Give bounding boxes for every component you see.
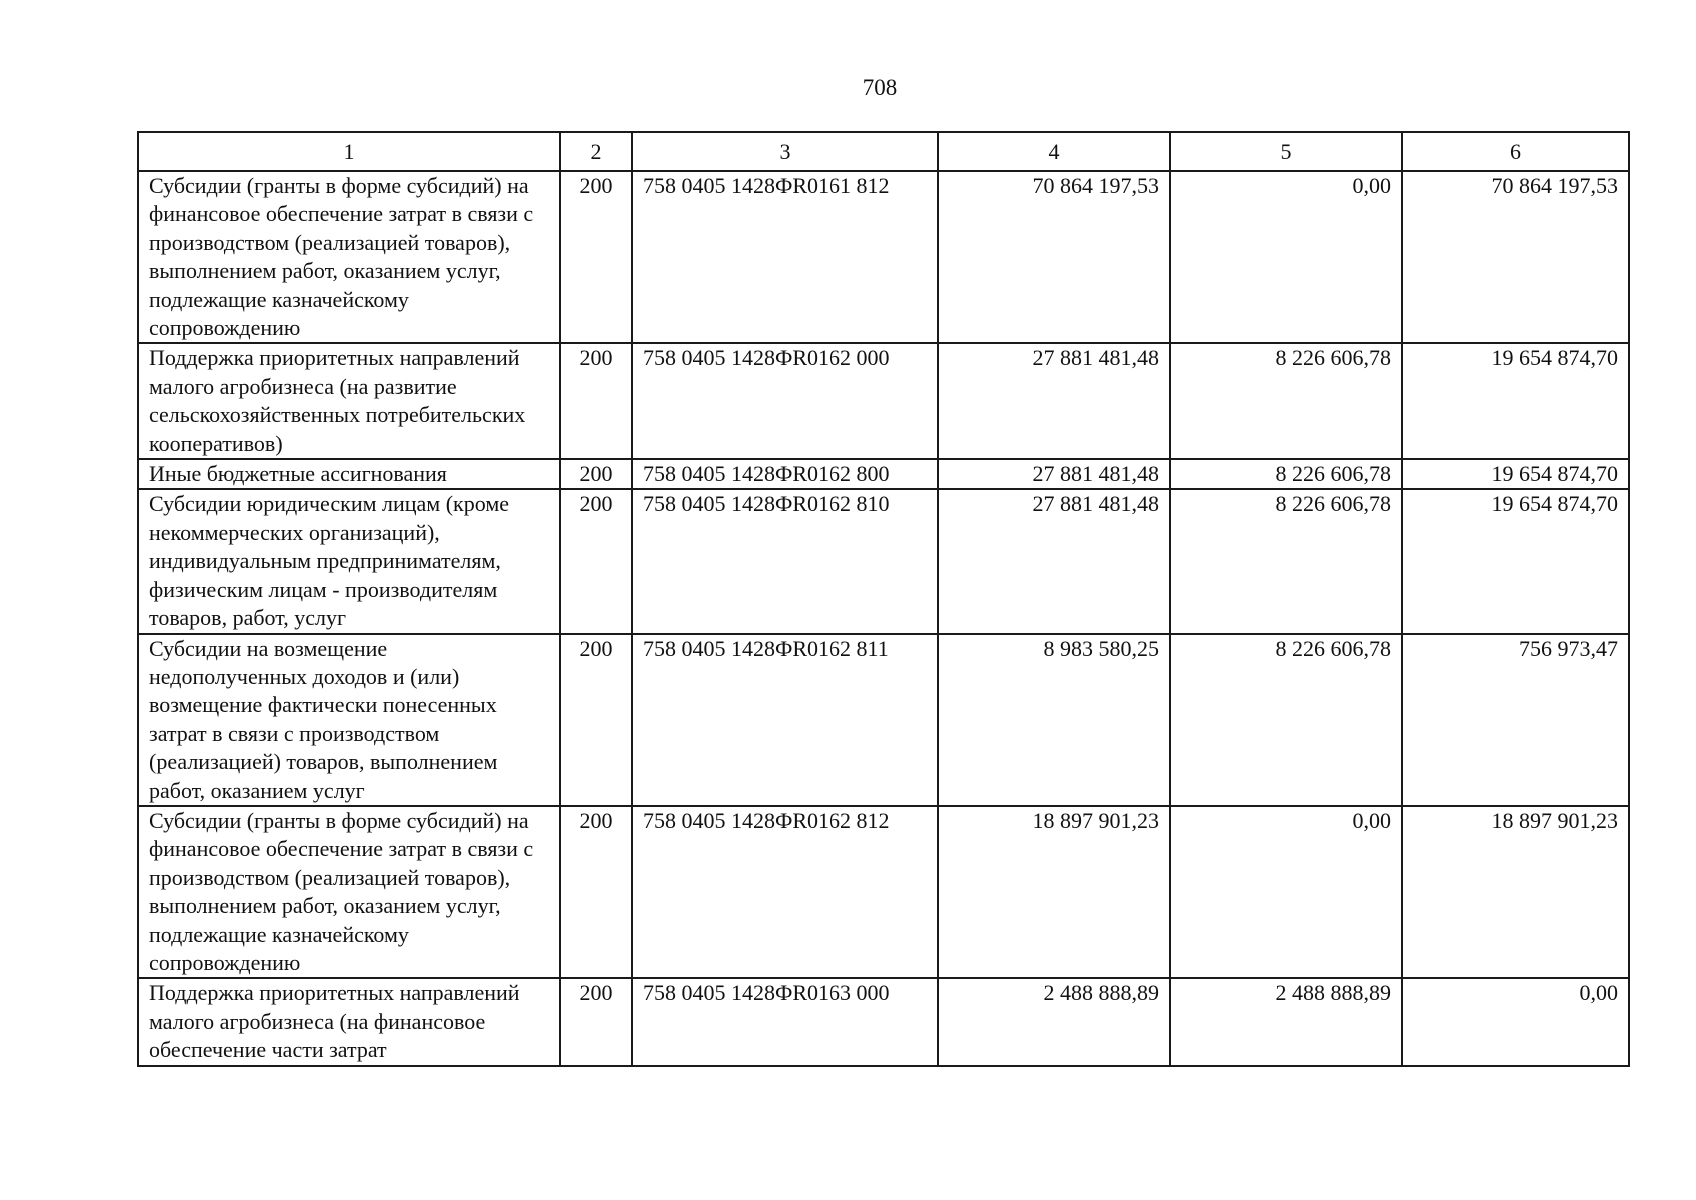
table-row (138, 634, 1629, 806)
row-name: Субсидии на возмещение недополученных доходов и (или) возмещение фактически понесенных затрат в связи с производством (реализацией) товаров, выполнением работ, оказанием услуг (138, 634, 560, 806)
row-amount-col5: 0,00 (1170, 171, 1402, 343)
column-header-2: 2 (560, 132, 632, 171)
row-budget-code: 758 0405 1428ФR0162 811 (632, 634, 938, 806)
row-code-200: 200 (560, 343, 632, 459)
row-name: Поддержка приоритетных направлений малого агробизнеса (на развитие сельскохозяйственных потребительских кооперативов) (138, 343, 560, 459)
row-amount-col4: 8 983 580,25 (938, 634, 1170, 806)
row-budget-code: 758 0405 1428ФR0162 812 (632, 806, 938, 978)
column-header-3: 3 (632, 132, 938, 171)
row-code-200: 200 (560, 171, 632, 343)
table-row (138, 171, 1629, 343)
column-header-4: 4 (938, 132, 1170, 171)
table-row (138, 978, 1629, 1066)
row-name: Субсидии (гранты в форме субсидий) на финансовое обеспечение затрат в связи с производством (реализацией товаров), выполнением работ, оказанием услуг, подлежащие казначейскому сопровождению (138, 171, 560, 343)
row-budget-code: 758 0405 1428ФR0162 800 (632, 459, 938, 489)
row-budget-code: 758 0405 1428ФR0161 812 (632, 171, 938, 343)
row-amount-col5: 8 226 606,78 (1170, 343, 1402, 459)
row-amount-col4: 27 881 481,48 (938, 459, 1170, 489)
row-code-200: 200 (560, 806, 632, 978)
row-budget-code: 758 0405 1428ФR0162 810 (632, 489, 938, 633)
row-amount-col6: 19 654 874,70 (1402, 459, 1629, 489)
column-header-5: 5 (1170, 132, 1402, 171)
row-code-200: 200 (560, 459, 632, 489)
row-name: Субсидии юридическим лицам (кроме некоммерческих организаций), индивидуальным предпринимателям, физическим лицам - производителям товаров, работ, услуг (138, 489, 560, 633)
row-code-200: 200 (560, 489, 632, 633)
row-amount-col4: 27 881 481,48 (938, 489, 1170, 633)
column-header-1: 1 (138, 132, 560, 171)
table-row (138, 806, 1629, 978)
row-amount-col5: 0,00 (1170, 806, 1402, 978)
row-name: Иные бюджетные ассигнования (138, 459, 560, 489)
row-amount-col6: 0,00 (1402, 978, 1629, 1066)
table-row (138, 343, 1629, 459)
row-name: Поддержка приоритетных направлений малого агробизнеса (на финансовое обеспечение части затрат (138, 978, 560, 1066)
row-amount-col4: 2 488 888,89 (938, 978, 1170, 1066)
row-name: Субсидии (гранты в форме субсидий) на финансовое обеспечение затрат в связи с производством (реализацией товаров), выполнением работ, оказанием услуг, подлежащие казначейскому сопровождению (138, 806, 560, 978)
row-amount-col6: 18 897 901,23 (1402, 806, 1629, 978)
row-code-200: 200 (560, 978, 632, 1066)
row-amount-col5: 8 226 606,78 (1170, 489, 1402, 633)
page-number: 708 (862, 75, 898, 100)
row-amount-col6: 756 973,47 (1402, 634, 1629, 806)
row-amount-col5: 2 488 888,89 (1170, 978, 1402, 1066)
table-row (138, 459, 1629, 489)
row-amount-col6: 19 654 874,70 (1402, 343, 1629, 459)
budget-table (137, 131, 1630, 1067)
row-amount-col4: 27 881 481,48 (938, 343, 1170, 459)
row-budget-code: 758 0405 1428ФR0163 000 (632, 978, 938, 1066)
column-header-6: 6 (1402, 132, 1629, 171)
row-amount-col5: 8 226 606,78 (1170, 459, 1402, 489)
row-budget-code: 758 0405 1428ФR0162 000 (632, 343, 938, 459)
table-header-row (138, 132, 1629, 171)
row-amount-col4: 70 864 197,53 (938, 171, 1170, 343)
row-amount-col4: 18 897 901,23 (938, 806, 1170, 978)
row-code-200: 200 (560, 634, 632, 806)
table-row (138, 489, 1629, 633)
row-amount-col6: 19 654 874,70 (1402, 489, 1629, 633)
row-amount-col5: 8 226 606,78 (1170, 634, 1402, 806)
row-amount-col6: 70 864 197,53 (1402, 171, 1629, 343)
